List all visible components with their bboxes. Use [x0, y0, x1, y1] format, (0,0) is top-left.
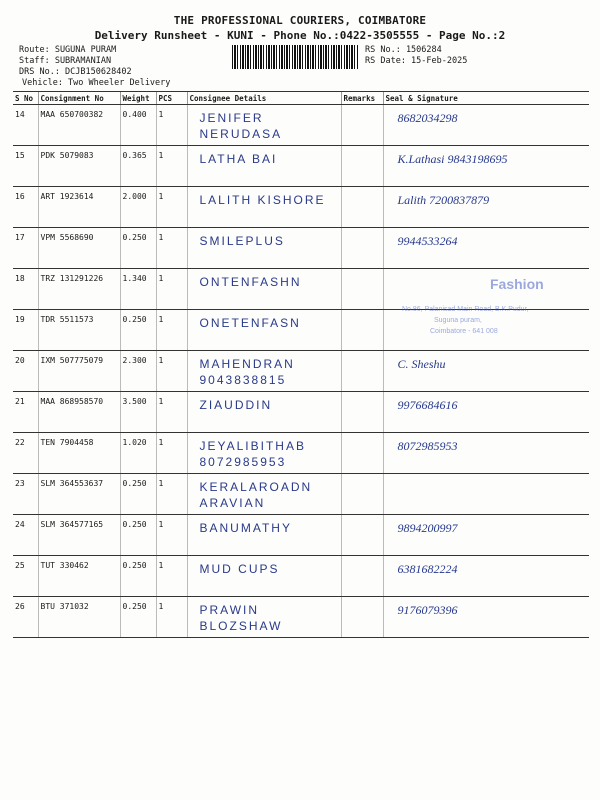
row-pcs: 1 [156, 228, 187, 269]
row-signature: 9176079396 [383, 597, 589, 638]
col-consignment: Consignment No [38, 92, 120, 105]
row-sno: 24 [13, 515, 38, 556]
row-remarks [341, 310, 383, 351]
row-pcs: 1 [156, 433, 187, 474]
row-consignee: KERALAROADN ARAVIAN [187, 474, 341, 515]
row-consignment: MAA 868958570 [38, 392, 120, 433]
row-consignee: BANUMATHY [187, 515, 341, 556]
row-weight: 3.500 [120, 392, 156, 433]
row-signature: Lalith 7200837879 [383, 187, 589, 228]
runsheet-table [13, 91, 589, 638]
row-remarks [341, 597, 383, 638]
row-consignee: MUD CUPS [187, 556, 341, 597]
row-signature: K.Lathasi 9843198695 [383, 146, 589, 187]
row-signature: 9894200997 [383, 515, 589, 556]
row-consignment: ART 1923614 [38, 187, 120, 228]
row-pcs: 1 [156, 105, 187, 146]
row-weight: 0.250 [120, 515, 156, 556]
stamp-line3: Coimbatore - 641 008 [430, 328, 498, 335]
row-consignee: ONTENFASHN [187, 269, 341, 310]
table-header [13, 92, 589, 105]
row-weight: 0.250 [120, 228, 156, 269]
row-consignment: SLM 364577165 [38, 515, 120, 556]
row-pcs: 1 [156, 515, 187, 556]
col-signature: Seal & Signature [383, 92, 589, 105]
row-consignment: IXM 507775079 [38, 351, 120, 392]
row-consignment: MAA 650700382 [38, 105, 120, 146]
col-consignee: Consignee Details [187, 92, 341, 105]
drs-number: DRS No.: DCJB150628402 [19, 67, 132, 77]
row-weight: 2.300 [120, 351, 156, 392]
row-remarks [341, 556, 383, 597]
table-row [13, 351, 589, 392]
row-weight: 0.400 [120, 105, 156, 146]
row-consignee: LATHA BAI [187, 146, 341, 187]
runsheet-subtitle: Delivery Runsheet - KUNI - Phone No.:0422-3505555 - Page No.:2 [94, 29, 506, 42]
row-signature: C. Sheshu [383, 351, 589, 392]
shop-stamp [402, 270, 582, 340]
row-signature: 8682034298 [383, 105, 589, 146]
row-sno: 14 [13, 105, 38, 146]
row-pcs: 1 [156, 392, 187, 433]
row-remarks [341, 187, 383, 228]
row-pcs: 1 [156, 556, 187, 597]
row-sno: 22 [13, 433, 38, 474]
row-sno: 18 [13, 269, 38, 310]
row-remarks [341, 474, 383, 515]
row-consignment: TEN 7904458 [38, 433, 120, 474]
row-pcs: 1 [156, 269, 187, 310]
row-signature: 9976684616 [383, 392, 589, 433]
row-sno: 20 [13, 351, 38, 392]
company-title: THE PROFESSIONAL COURIERS, COIMBATORE [173, 14, 427, 27]
row-remarks [341, 269, 383, 310]
route-label: Route: SUGUNA PURAM [19, 45, 117, 55]
rs-number: RS No.: 1506284 [365, 45, 442, 55]
row-sno: 26 [13, 597, 38, 638]
col-remarks: Remarks [341, 92, 383, 105]
row-pcs: 1 [156, 310, 187, 351]
row-weight: 0.365 [120, 146, 156, 187]
table-row [13, 392, 589, 433]
table-row [13, 556, 589, 597]
table-row [13, 597, 589, 638]
row-pcs: 1 [156, 146, 187, 187]
row-weight: 1.340 [120, 269, 156, 310]
row-pcs: 1 [156, 597, 187, 638]
row-consignee: LALITH KISHORE [187, 187, 341, 228]
row-sno: 17 [13, 228, 38, 269]
row-weight: 0.250 [120, 310, 156, 351]
row-sno: 25 [13, 556, 38, 597]
col-sno: S No [13, 92, 38, 105]
row-consignee: PRAWIN BLOZSHAW [187, 597, 341, 638]
stamp-line2: Suguna puram, [434, 317, 482, 324]
row-remarks [341, 515, 383, 556]
row-weight: 1.020 [120, 433, 156, 474]
row-consignee: ZIAUDDIN [187, 392, 341, 433]
table-row [13, 187, 589, 228]
row-signature: 6381682224 [383, 556, 589, 597]
row-sno: 16 [13, 187, 38, 228]
row-pcs: 1 [156, 351, 187, 392]
row-weight: 0.250 [120, 474, 156, 515]
col-weight: Weight [120, 92, 156, 105]
row-remarks [341, 433, 383, 474]
table-row [13, 105, 589, 146]
row-pcs: 1 [156, 474, 187, 515]
row-remarks [341, 392, 383, 433]
stamp-line1: No.86, Palanisad Main Road, B.K.Pudur, [402, 306, 529, 313]
row-remarks [341, 105, 383, 146]
row-consignee: JEYALIBITHAB 8072985953 [187, 433, 341, 474]
row-remarks [341, 351, 383, 392]
row-consignment: SLM 364553637 [38, 474, 120, 515]
vehicle-label: Vehicle: Two Wheeler Delivery [22, 78, 171, 88]
row-consignee: MAHENDRAN 9043838815 [187, 351, 341, 392]
row-weight: 0.250 [120, 556, 156, 597]
table-row [13, 474, 589, 515]
row-signature: 9944533264 [383, 228, 589, 269]
row-consignee: JENIFER NERUDASA [187, 105, 341, 146]
rs-date: RS Date: 15-Feb-2025 [365, 56, 468, 66]
barcode [232, 45, 359, 69]
table-row [13, 433, 589, 474]
row-consignment: TRZ 131291226 [38, 269, 120, 310]
row-consignment: VPM 5568690 [38, 228, 120, 269]
row-consignee: ONETENFASN [187, 310, 341, 351]
row-weight: 0.250 [120, 597, 156, 638]
row-consignment: TUT 330462 [38, 556, 120, 597]
stamp-name: Fashion [490, 276, 544, 292]
table-row [13, 515, 589, 556]
row-signature [383, 474, 589, 515]
table-row [13, 228, 589, 269]
row-consignment: BTU 371032 [38, 597, 120, 638]
row-consignment: PDK 5079083 [38, 146, 120, 187]
row-sno: 15 [13, 146, 38, 187]
row-signature: 8072985953 [383, 433, 589, 474]
row-consignment: TDR 5511573 [38, 310, 120, 351]
row-pcs: 1 [156, 187, 187, 228]
row-sno: 23 [13, 474, 38, 515]
col-pcs: PCS [156, 92, 187, 105]
row-remarks [341, 228, 383, 269]
table-row [13, 146, 589, 187]
row-sno: 21 [13, 392, 38, 433]
row-remarks [341, 146, 383, 187]
row-sno: 19 [13, 310, 38, 351]
staff-label: Staff: SUBRAMANIAN [19, 56, 112, 66]
row-consignee: SMILEPLUS [187, 228, 341, 269]
row-weight: 2.000 [120, 187, 156, 228]
